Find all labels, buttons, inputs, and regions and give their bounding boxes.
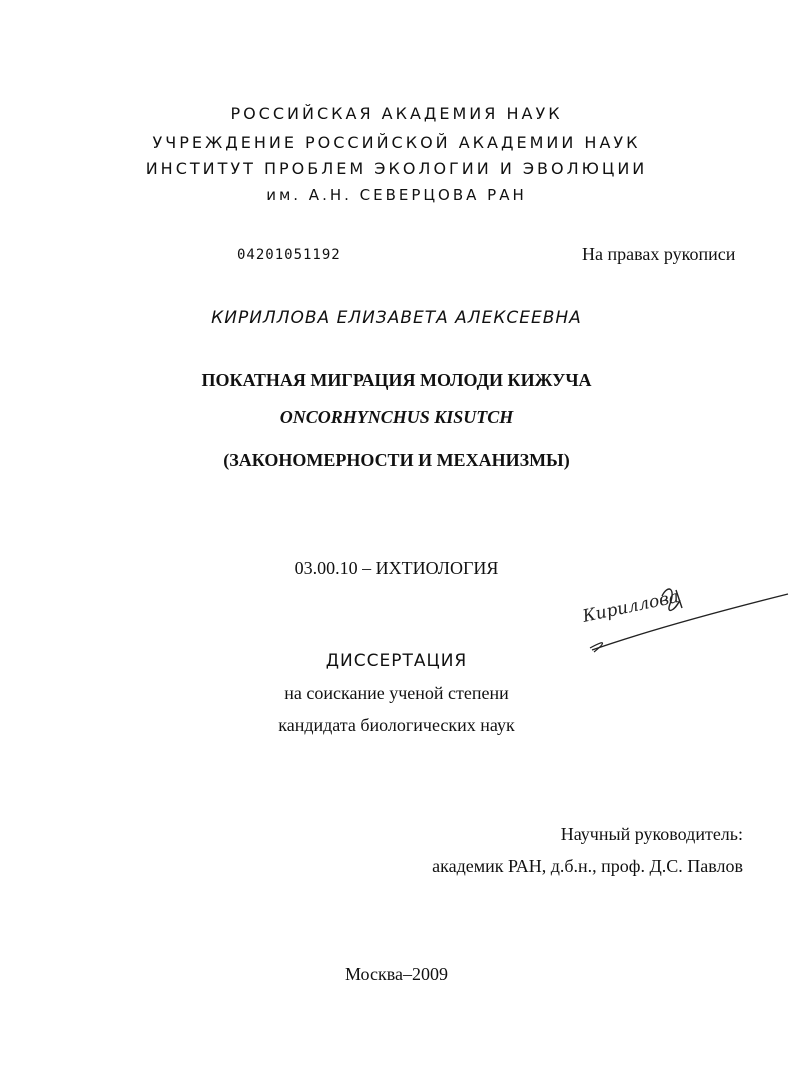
header-line-institution: УЧРЕЖДЕНИЕ РОССИЙСКОЙ АКАДЕМИИ НАУК [152,133,641,152]
title-line-main: ПОКАТНАЯ МИГРАЦИЯ МОЛОДИ КИЖУЧА [201,370,592,390]
author-signature [578,578,790,658]
header-line-academy: РОССИЙСКАЯ АКАДЕМИЯ НАУК [230,104,563,123]
title-line-subtitle: (ЗАКОНОМЕРНОСТИ И МЕХАНИЗМЫ) [223,450,570,470]
manuscript-rights-note: На правах рукописи [582,244,736,264]
registry-number: 04201051192 [237,247,341,263]
title-line-species: ONCORHYNCHUS KISUTCH [279,407,514,427]
supervisor-label: Научный руководитель: [560,824,743,844]
specialty-code: 03.00.10 – ИХТИОЛОГИЯ [294,558,499,578]
supervisor-name: академик РАН, д.б.н., проф. Д.С. Павлов [432,856,743,876]
header-line-institute: ИНСТИТУТ ПРОБЛЕМ ЭКОЛОГИИ И ЭВОЛЮЦИИ [145,159,648,178]
degree-line-2: кандидата биологических наук [278,715,515,735]
author-name: КИРИЛЛОВА ЕЛИЗАВЕТА АЛЕКСЕЕВНА [211,308,582,328]
header-line-severtsov: им. А.Н. СЕВЕРЦОВА РАН [266,186,527,204]
place-and-year: Москва–2009 [345,964,448,984]
signature-text: Кириллова [580,586,681,627]
degree-line-1: на соискание ученой степени [284,683,509,703]
dissertation-heading: ДИССЕРТАЦИЯ [325,651,468,671]
